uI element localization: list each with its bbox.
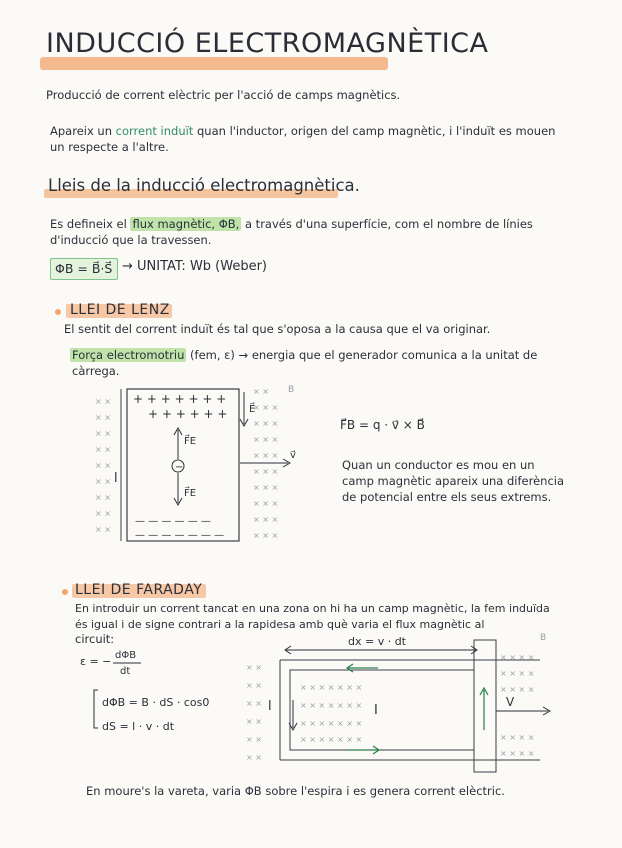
lenz-note-line-1: Quan un conductor es mou en un (342, 458, 535, 472)
page-title: INDUCCIÓ ELECTROMAGNÈTICA (46, 28, 489, 59)
svg-text:× ×: × × (246, 681, 262, 690)
lleis-heading: Lleis de la inducció electromagnètica. (48, 176, 360, 195)
svg-text:× × ×: × × × (253, 451, 279, 460)
lenz-statement: El sentit del corrent induït és tal que s'oposa a la causa que el va originar. (64, 322, 491, 336)
flux-term: flux magnètic, ΦB, (132, 217, 240, 231)
lenz-l-label: l (114, 471, 118, 486)
svg-text:× ×: × × (246, 663, 262, 672)
faraday-line-2: és igual i de signe contrari a la rapidesa amb què varia el flux magnètic al (75, 618, 485, 631)
svg-text:× ×: × × (246, 717, 262, 726)
svg-text:× ×: × × (246, 753, 262, 762)
induced-current-term: corrent induït (115, 124, 194, 138)
svg-text:× ×: × × (95, 429, 111, 438)
svg-text:× × × × × × ×: × × × × × × × (300, 683, 363, 692)
flux-text-b: a través d'una superfície, com el nombre de línies (244, 217, 533, 231)
svg-text:× ×: × × (95, 445, 111, 454)
svg-text:× × ×: × × × (253, 403, 279, 412)
svg-text:× ×: × × (253, 387, 269, 396)
svg-text:× × ×: × × × (253, 419, 279, 428)
emf-equation-denominator: dt (120, 666, 131, 677)
faraday-line-1: En introduir un corrent tancat en una zona on hi ha un camp magnètic, la fem induïda (75, 602, 550, 615)
faraday-field-crosses (246, 653, 534, 762)
svg-text:× × × ×: × × × × (500, 749, 535, 758)
svg-text:× × × ×: × × × × (500, 733, 535, 742)
velocity-label: v⃗ (290, 450, 296, 461)
rod-velocity-label: V (506, 695, 515, 709)
lenz-heading: LLEI DE LENZ (70, 302, 170, 318)
fem-text: (fem, ε) → energia que el generador comunica a la unitat de (190, 348, 538, 362)
emf-equation-lhs: ε = − (80, 655, 112, 668)
faraday-closing: En moure's la vareta, varia ΦB sobre l'espira i es genera corrent elèctric. (86, 784, 505, 798)
svg-text:× ×: × × (95, 493, 111, 502)
svg-text:× × × × × × ×: × × × × × × × (300, 719, 363, 728)
svg-text:× × ×: × × × (253, 467, 279, 476)
ds-equation: dS = l · v · dt (102, 720, 175, 733)
svg-text:× × × × × × ×: × × × × × × × (300, 735, 363, 744)
dx-label: dx = v · dt (348, 635, 406, 648)
flux-formula: ΦB = B⃗·S⃗ (55, 261, 113, 276)
flux-definition-line-2: d'inducció que la travessen. (50, 233, 212, 247)
intro-line-1: Producció de corrent elèctric per l'acció de camps magnètics. (46, 88, 401, 102)
charge-sign: − (175, 462, 184, 473)
fem-term: Força electromotriu (72, 348, 185, 362)
flux-unit: → UNITAT: Wb (Weber) (122, 259, 268, 274)
faraday-heading: LLEI DE FARADAY (75, 582, 203, 598)
svg-text:× × ×: × × × (253, 515, 279, 524)
fem-definition-line-2: càrrega. (72, 364, 120, 378)
faraday-bullet (62, 589, 68, 595)
svg-text:× ×: × × (95, 461, 111, 470)
svg-text:× × ×: × × × (253, 435, 279, 444)
dphi-equation: dΦB = B · dS · cos0 (102, 696, 210, 709)
plus-row-2: + + + + + + (148, 407, 228, 421)
svg-text:× × × ×: × × × × (500, 669, 535, 678)
svg-text:× ×: × × (246, 699, 262, 708)
plus-row-1: + + + + + + + (133, 392, 227, 406)
svg-text:× ×: × × (95, 397, 111, 406)
faraday-l-label: l (268, 699, 272, 714)
emf-equation-numerator: dΦB (115, 650, 137, 661)
intro-line-3: un respecte a l'altre. (50, 140, 169, 154)
intro-text-b: quan l'inductor, origen del camp magnètic, i l'induït es mouen (196, 124, 556, 138)
e-field-label: E⃗ (249, 404, 256, 415)
faraday-b-label: B (540, 633, 547, 643)
svg-text:× ×: × × (95, 525, 111, 534)
svg-text:× × × ×: × × × × (500, 653, 535, 662)
svg-text:× × × ×: × × × × (500, 685, 535, 694)
svg-text:× ×: × × (95, 413, 111, 422)
lenz-b-label: B (288, 385, 295, 395)
flux-text-a: Es defineix el (50, 217, 127, 231)
equation-bracket (94, 690, 98, 728)
intro-text-a: Apareix un (50, 124, 112, 138)
faraday-line-3: circuit: (75, 632, 115, 646)
svg-text:× × ×: × × × (253, 531, 279, 540)
lenz-note-line-3: de potencial entre els seus extrems. (342, 490, 552, 504)
minus-row-1: — — — — — — (135, 516, 211, 527)
lenz-note-line-2: camp magnètic apareix una diferència (342, 474, 565, 488)
svg-text:× × ×: × × × (253, 483, 279, 492)
svg-text:× × × × × × ×: × × × × × × × (300, 701, 363, 710)
svg-text:× ×: × × (95, 477, 111, 486)
current-i-label: I (374, 703, 378, 718)
svg-text:× × ×: × × × (253, 499, 279, 508)
lorentz-formula: F⃗B = q · v⃗ × B⃗ (340, 418, 425, 432)
svg-text:× ×: × × (246, 735, 262, 744)
fe-down-label: F⃗E (184, 488, 197, 499)
minus-row-2: — — — — — — — (135, 530, 225, 541)
svg-text:× ×: × × (95, 509, 111, 518)
fe-up-label: F⃗E (184, 436, 197, 447)
